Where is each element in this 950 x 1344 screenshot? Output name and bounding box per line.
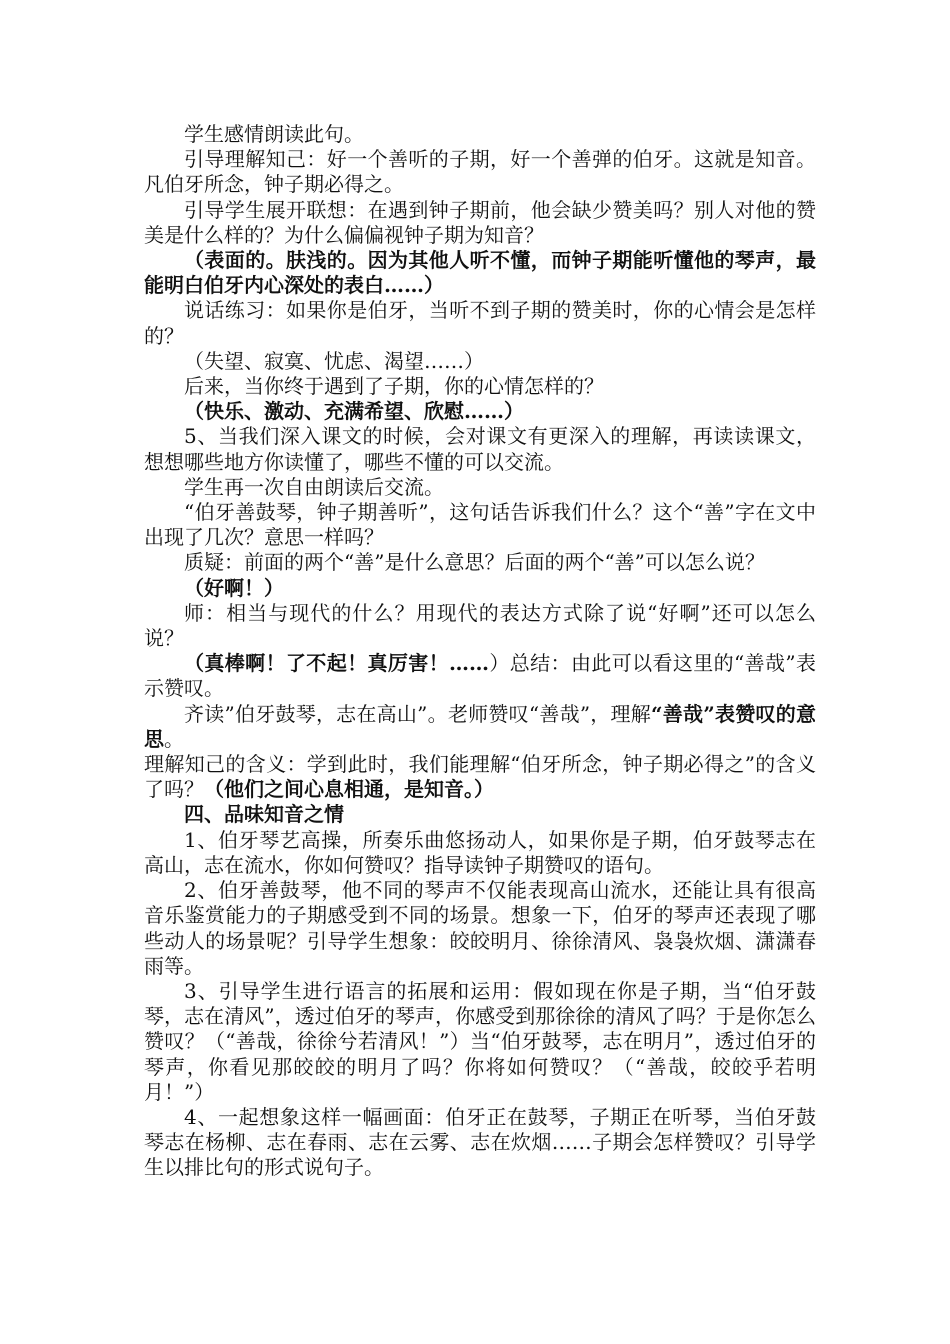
bold-text-run: （真棒啊！了不起！真厉害！…… xyxy=(184,651,490,676)
text-run: 齐读”伯牙鼓琴，志在高山”。老师赞叹“善哉”，理解 xyxy=(184,701,652,726)
text-run: 师：相当与现代的什么？用现代的表达方式除了说“好啊”还可以怎么说？ xyxy=(144,600,816,651)
paragraph xyxy=(144,601,816,651)
paragraph xyxy=(144,979,816,1105)
bold-text-run: （快乐、激动、充满希望、欣慰……） xyxy=(184,399,524,424)
text-run: 1、伯牙琴艺高操，所奏乐曲悠扬动人，如果你是子期，伯牙鼓琴志在高山，志在流水，你如何赞叹？指导读钟子期赞叹的语句。 xyxy=(144,827,816,877)
paragraph xyxy=(144,752,816,802)
text-run: 质疑：前面的两个“善”是什么意思？后面的两个“善”可以怎么说？ xyxy=(184,550,765,575)
text-run: 学生感情朗读此句。 xyxy=(184,122,364,146)
paragraph xyxy=(144,651,816,701)
paragraph xyxy=(144,702,816,752)
text-run: 4、一起想象这样一幅画面：伯牙正在鼓琴，子期正在听琴，当伯牙鼓琴志在杨柳、志在春雨、志在云雾、志在炊烟……子期会怎样赞叹？引导学生以排比句的形式说句子。 xyxy=(144,1104,816,1180)
paragraph xyxy=(144,878,816,979)
paragraph xyxy=(144,1105,816,1181)
document-body xyxy=(144,122,816,1181)
paragraph xyxy=(144,298,816,348)
text-run: 学生再一次自由朗读后交流。 xyxy=(184,474,444,499)
paragraph xyxy=(144,475,816,500)
paragraph xyxy=(144,399,816,424)
text-run: 说话练习：如果你是伯牙，当听不到子期的赞美时，你的心情会是怎样的？ xyxy=(144,298,816,348)
bold-text-run: （表面的。肤浅的。因为其他人听不懂，而钟子期能听懂他的琴声，最能明白伯牙内心深处的表白……） xyxy=(144,248,816,298)
text-run: “伯牙善鼓琴，钟子期善听”，这句话告诉我们什么？这个“善”字在文中出现了几次？意思一样吗？ xyxy=(144,500,816,550)
paragraph xyxy=(144,802,816,827)
bold-text-run: 四、品味知音之情 xyxy=(184,802,344,827)
paragraph xyxy=(144,349,816,374)
text-run: 3、引导学生进行语言的拓展和运用：假如现在你是子期，当“伯牙鼓琴，志在清风”，透过伯牙的琴声，你感受到那徐徐的清风了吗？于是你怎么赞叹？（“善哉，徐徐兮若清风！”）当“伯牙鼓琴，志在明月”，透过伯牙的琴声，你看见那皎皎的明月了吗？你将如何赞叹？（“善哉，皎皎乎若明月！”） xyxy=(144,978,816,1104)
paragraph xyxy=(144,248,816,298)
paragraph xyxy=(144,424,816,474)
text-run: 5、当我们深入课文的时候，会对课文有更深入的理解，再读读课文，想想哪些地方你读懂了，哪些不懂的可以交流。 xyxy=(144,424,816,474)
paragraph xyxy=(144,198,816,248)
bold-text-run: （好啊！） xyxy=(184,575,284,600)
paragraph xyxy=(144,500,816,550)
paragraph xyxy=(144,122,816,147)
paragraph xyxy=(144,828,816,878)
paragraph xyxy=(144,374,816,399)
paragraph xyxy=(144,147,816,197)
text-run: 后来，当你终于遇到了子期，你的心情怎样的？ xyxy=(184,374,604,399)
text-run: 。 xyxy=(164,726,184,751)
bold-text-run: “善哉”表赞叹的意思 xyxy=(144,701,816,751)
bold-text-run: （他们之间心息相通，是知音。） xyxy=(204,777,494,802)
text-run: 引导理解知己：好一个善听的子期，好一个善弹的伯牙。这就是知音。凡伯牙所念，钟子期必得之。 xyxy=(144,147,816,197)
text-run: 理解知己的含义：学到此时，我们能理解“伯牙所念，钟子期必得之”的含义了吗？ xyxy=(144,752,816,802)
text-run: 2、伯牙善鼓琴，他不同的琴声不仅能表现高山流水，还能让具有很高音乐鉴赏能力的子期感受到不同的场景。想象一下，伯牙的琴声还表现了哪些动人的场景呢？引导学生想象：皎皎明月、徐徐清风、袅袅炊烟、潇潇春雨等。 xyxy=(144,878,816,978)
paragraph xyxy=(144,550,816,575)
text-run: （失望、寂寞、忧虑、渴望……） xyxy=(184,348,484,373)
paragraph xyxy=(144,576,816,601)
text-run: 引导学生展开联想：在遇到钟子期前，他会缺少赞美吗？别人对他的赞美是什么样的？为什么偏偏视钟子期为知音？ xyxy=(144,197,816,247)
text-run: ）总结：由此可以看这里的“善哉”表示赞叹。 xyxy=(144,651,817,701)
